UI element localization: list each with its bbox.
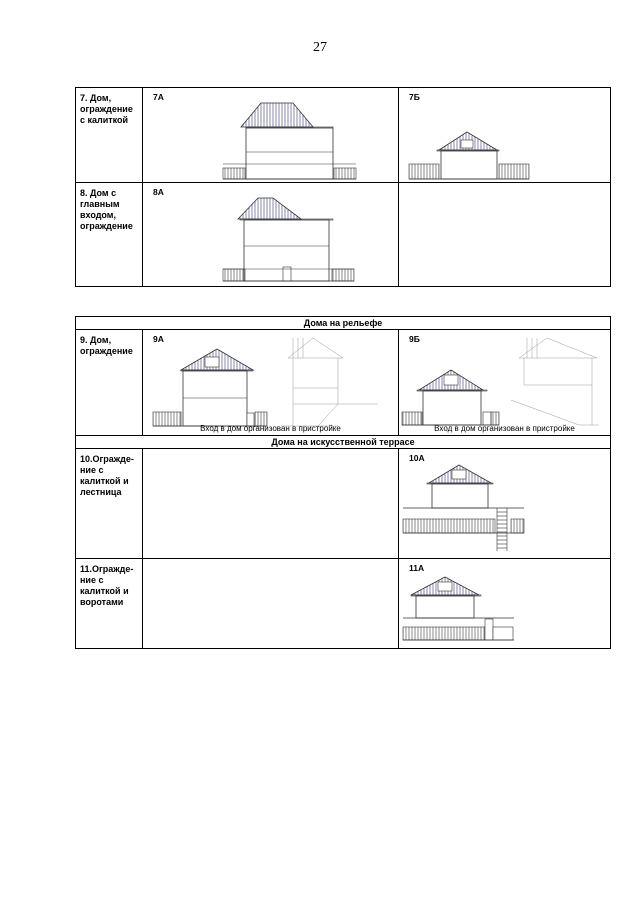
house-9b-drawing — [399, 330, 609, 436]
caption-9a: Вход в дом организован в пристройке — [200, 424, 341, 433]
row-label-8: 8. Дом с главным входом, ограждение — [76, 183, 143, 287]
house-7b-drawing — [399, 88, 609, 183]
code-10a: 10А — [409, 453, 425, 463]
house-7a-drawing — [143, 88, 397, 183]
row-label-11: 11.Огражде-ние с калиткой и воротами — [76, 559, 143, 649]
page-number: 27 — [313, 40, 327, 55]
cell-10-empty — [143, 449, 399, 559]
house-9a-drawing — [143, 330, 397, 436]
row-label-9: 9. Дом, ограждение — [76, 330, 143, 436]
cell-9a — [143, 330, 399, 436]
house-types-table-2 — [75, 316, 611, 649]
code-9a: 9А — [153, 334, 164, 344]
cell-9b — [399, 330, 611, 436]
terrace-10a-drawing — [399, 449, 609, 559]
code-7b: 7Б — [409, 92, 420, 102]
section-header-relief: Дома на рельефе — [76, 317, 611, 330]
house-8a-drawing — [143, 183, 397, 287]
code-9b: 9Б — [409, 334, 420, 344]
terrace-11a-drawing — [399, 559, 609, 649]
cell-10a — [399, 449, 611, 559]
code-11a: 11А — [409, 563, 425, 573]
cell-11-empty — [143, 559, 399, 649]
cell-11a — [399, 559, 611, 649]
cell-7a — [143, 88, 399, 183]
row-label-7: 7. Дом, ограждение с калиткой — [76, 88, 143, 183]
caption-9b: Вход в дом организован в пристройке — [434, 424, 575, 433]
cell-7b — [399, 88, 611, 183]
house-types-table-1 — [75, 87, 611, 287]
code-7a: 7А — [153, 92, 164, 102]
cell-8a — [143, 183, 399, 287]
section-header-terrace: Дома на искусственной террасе — [76, 436, 611, 449]
row-label-10: 10.Огражде-ние с калиткой и лестница — [76, 449, 143, 559]
code-8a: 8А — [153, 187, 164, 197]
cell-8-empty — [399, 183, 611, 287]
